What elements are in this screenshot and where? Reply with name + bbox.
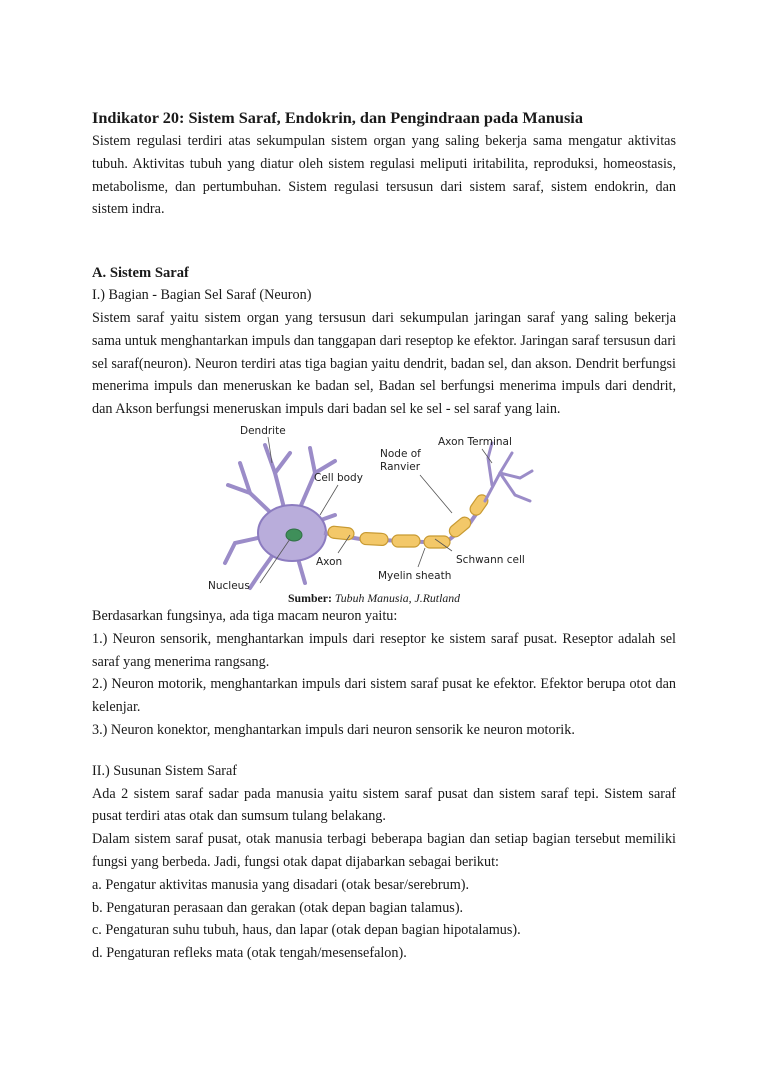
spacer (92, 742, 676, 760)
label-dendrite: Dendrite (240, 424, 286, 437)
neuron-paragraph: Sistem saraf yaitu sistem organ yang tersusun dari sekumpulan jaringan saraf yang saling bekerja sama untuk menghantarkan impuls dan tanggapan dari reseptop ke efektor. Jaringan saraf tersusun dari sel saraf(neuron). Neuron terdiri atas tiga bagian yaitu dendrit, badan sel, dan akson. Dendrit berfungsi menerima impuls dan meneruskan ke badan sel, Badan sel berfungsi menerima impuls dari dendrit, dan Akson berfungsi meneruskan impuls dari badan sel ke sel - sel saraf yang lain. (92, 309, 676, 418)
label-schwann-cell: Schwann cell (456, 553, 525, 566)
neuron-type-3: 3.) Neuron konektor, menghantarkan impuls dari neuron sensorik ke neuron motorik. (92, 721, 575, 738)
intro-paragraph: Sistem regulasi terdiri atas sekumpulan sistem organ yang saling bekerja sama mengatur aktivitas tubuh. Aktivitas tubuh yang diatur oleh sistem regulasi meliputi iritabilita, reproduksi, homeostasis, metabolisme, dan pertumbuhan. Sistem regulasi tersusun dari sistem saraf, sistem endokrin, dan sistem indra. (92, 133, 676, 218)
brain-function-d: d. Pengaturan refleks mata (otak tengah/mesensefalon). (92, 945, 407, 962)
label-node-of: Node of (380, 447, 421, 460)
neuron-type-1: 1.) Neuron sensorik, menghantarkan impuls dari reseptor ke sistem saraf pusat. Reseptor adalah sel saraf yang menerima rangsang. (92, 630, 676, 670)
caption-source: Tubuh Manusia, J.Rutland (334, 590, 461, 605)
document-page (92, 106, 676, 965)
label-axon: Axon (316, 555, 343, 568)
neuron-figure (92, 423, 676, 605)
section-a-title: A. Sistem Saraf (92, 265, 189, 282)
brain-function-c: c. Pengaturan suhu tubuh, haus, dan lapar (otak depan bagian hipotalamus). (92, 922, 521, 939)
spacer (92, 221, 676, 262)
label-myelin-sheath: Myelin sheath (378, 569, 452, 582)
figure-caption (288, 591, 460, 606)
neuron-type-2: 2.) Neuron motorik, menghantarkan impuls dari sistem saraf pusat ke efektor. Efektor berupa otot dan kelenjar. (92, 676, 676, 716)
myelin-sheath-shapes (327, 493, 490, 548)
label-axon-terminal: Axon Terminal (438, 435, 512, 448)
axon-terminal-shape (485, 443, 532, 501)
nervous-system-paragraph: Ada 2 sistem saraf sadar pada manusia yaitu sistem saraf pusat dan sistem saraf tepi. Sistem saraf pusat terdiri atas otak dan sumsum tulang belakang. (92, 785, 676, 825)
neuron-types-intro: Berdasarkan fungsinya, ada tiga macam neuron yaitu: (92, 607, 398, 624)
neuron-diagram (208, 423, 540, 592)
brain-function-b: b. Pengaturan perasaan dan gerakan (otak depan bagian talamus). (92, 899, 464, 916)
label-nucleus: Nucleus (208, 579, 250, 592)
subsection-neuron-parts: I.) Bagian - Bagian Sel Saraf (Neuron) (92, 287, 312, 304)
page-title: Indikator 20: Sistem Saraf, Endokrin, dan Pengindraan pada Manusia (92, 108, 583, 127)
brain-function-a: a. Pengatur aktivitas manusia yang disadari (otak besar/serebrum). (92, 876, 470, 893)
section-b-title: II.) Susunan Sistem Saraf (92, 762, 238, 779)
caption-source-label: Sumber: (288, 590, 332, 605)
label-cell-body: Cell body (314, 471, 363, 484)
brain-paragraph: Dalam sistem saraf pusat, otak manusia terbagi beberapa bagian dan setiap bagian tersebut memiliki fungsi yang berbeda. Jadi, fungsi otak dapat dijabarkan sebagai berikut: (92, 831, 676, 870)
label-ranvier: Ranvier (380, 460, 421, 473)
nucleus-shape (286, 529, 302, 541)
